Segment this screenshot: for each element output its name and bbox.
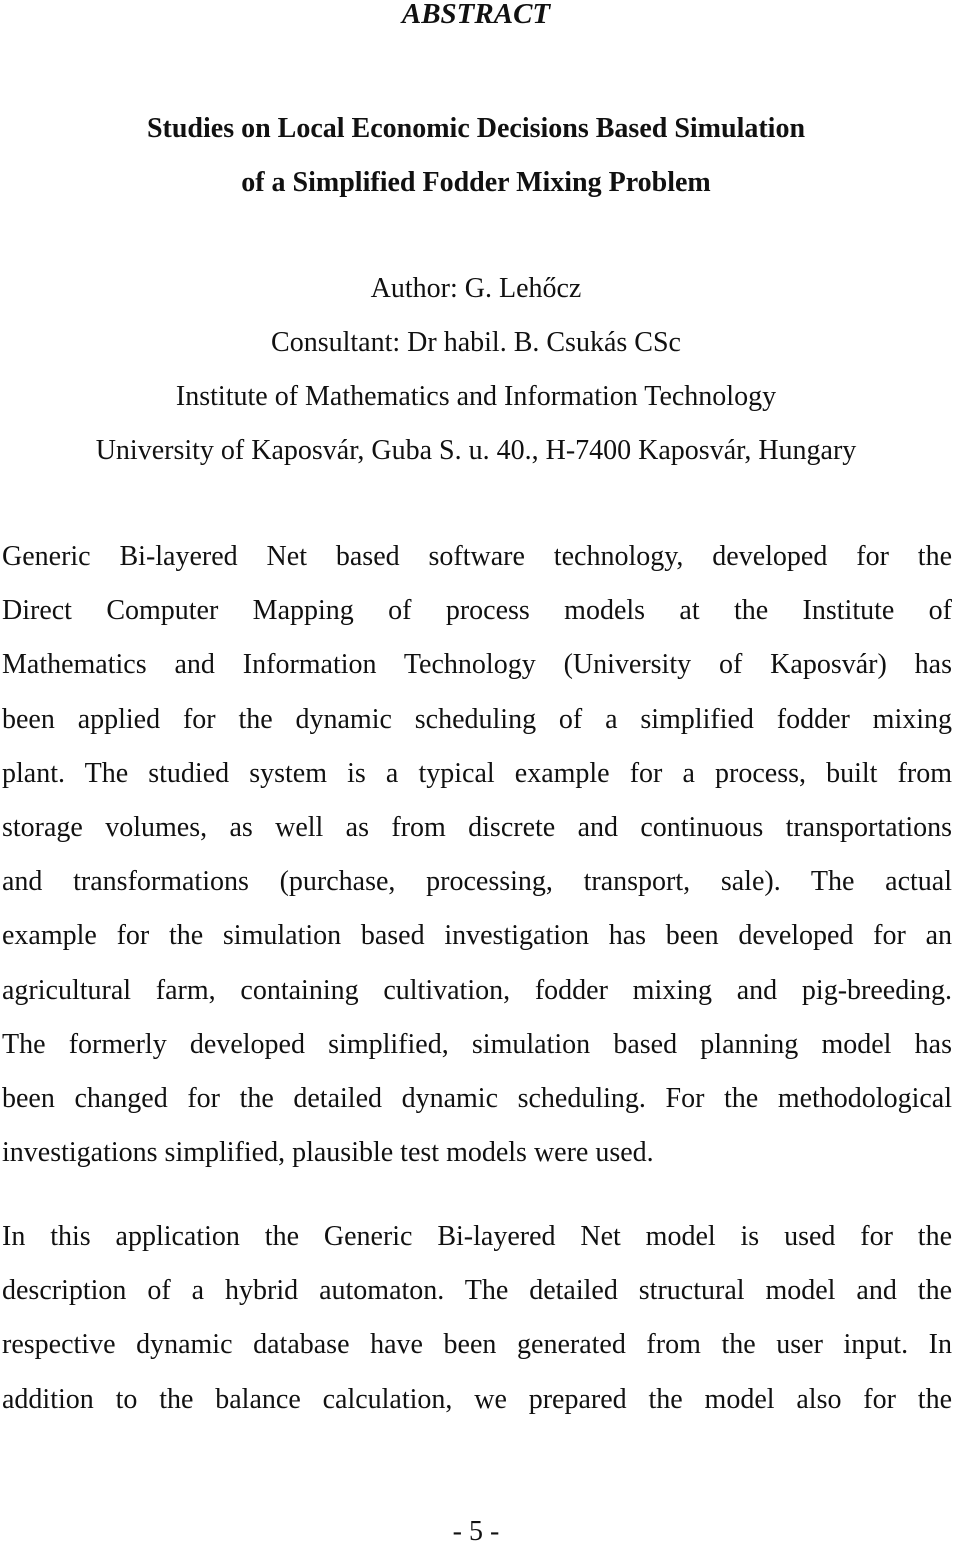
paragraph-line: description of a hybrid automaton. The detailed structural model and the bbox=[2, 1275, 952, 1307]
paragraph-line: agricultural farm, containing cultivation, fodder mixing and pig-breeding. bbox=[2, 974, 952, 1006]
paragraph-line: plant. The studied system is a typical example for a process, built from bbox=[2, 757, 952, 789]
paragraph-line: storage volumes, as well as from discrete and continuous transportations bbox=[2, 812, 952, 844]
paragraph-line: example for the simulation based investigation has been developed for an bbox=[2, 920, 952, 952]
institute-address: University of Kaposvár, Guba S. u. 40., H-7400 Kaposvár, Hungary bbox=[95, 435, 857, 466]
paper-title-line: Studies on Local Economic Decisions Based Simulation bbox=[146, 113, 806, 144]
paper-title bbox=[0, 102, 952, 210]
institute-name: Institute of Mathematics and Information Technology bbox=[175, 381, 777, 412]
paper-title-line: of a Simplified Fodder Mixing Problem bbox=[241, 167, 711, 198]
author-name: Author: G. Lehőcz bbox=[370, 273, 582, 304]
paragraph-line: been applied for the dynamic scheduling of a simplified fodder mixing bbox=[2, 703, 952, 735]
paragraph-line: investigations simplified, plausible test models were used. bbox=[2, 1137, 654, 1169]
paragraph-line: Mathematics and Information Technology (University of Kaposvár) has bbox=[2, 649, 952, 681]
consultant-name: Consultant: Dr habil. B. Csukás CSc bbox=[271, 327, 681, 358]
author-block bbox=[0, 262, 952, 478]
paragraph-line: Generic Bi-layered Net based software technology, developed for the bbox=[2, 541, 952, 572]
paragraph-line: Direct Computer Mapping of process models at the Institute of bbox=[2, 595, 952, 627]
abstract-paragraph bbox=[2, 1210, 952, 1427]
paragraph-line: and transformations (purchase, processing, transport, sale). The actual bbox=[2, 866, 952, 898]
abstract-paragraph bbox=[2, 530, 952, 1180]
page-number: - 5 - bbox=[452, 1516, 500, 1547]
paragraph-line: addition to the balance calculation, we prepared the model also for the bbox=[2, 1383, 952, 1415]
paragraph-line: respective dynamic database have been generated from the user input. In bbox=[2, 1329, 952, 1361]
abstract-heading: ABSTRACT bbox=[401, 0, 551, 30]
paragraph-line: The formerly developed simplified, simulation based planning model has bbox=[2, 1028, 952, 1060]
paragraph-line: In this application the Generic Bi-layered Net model is used for the bbox=[2, 1221, 952, 1252]
paragraph-line: been changed for the detailed dynamic scheduling. For the methodological bbox=[2, 1083, 952, 1115]
